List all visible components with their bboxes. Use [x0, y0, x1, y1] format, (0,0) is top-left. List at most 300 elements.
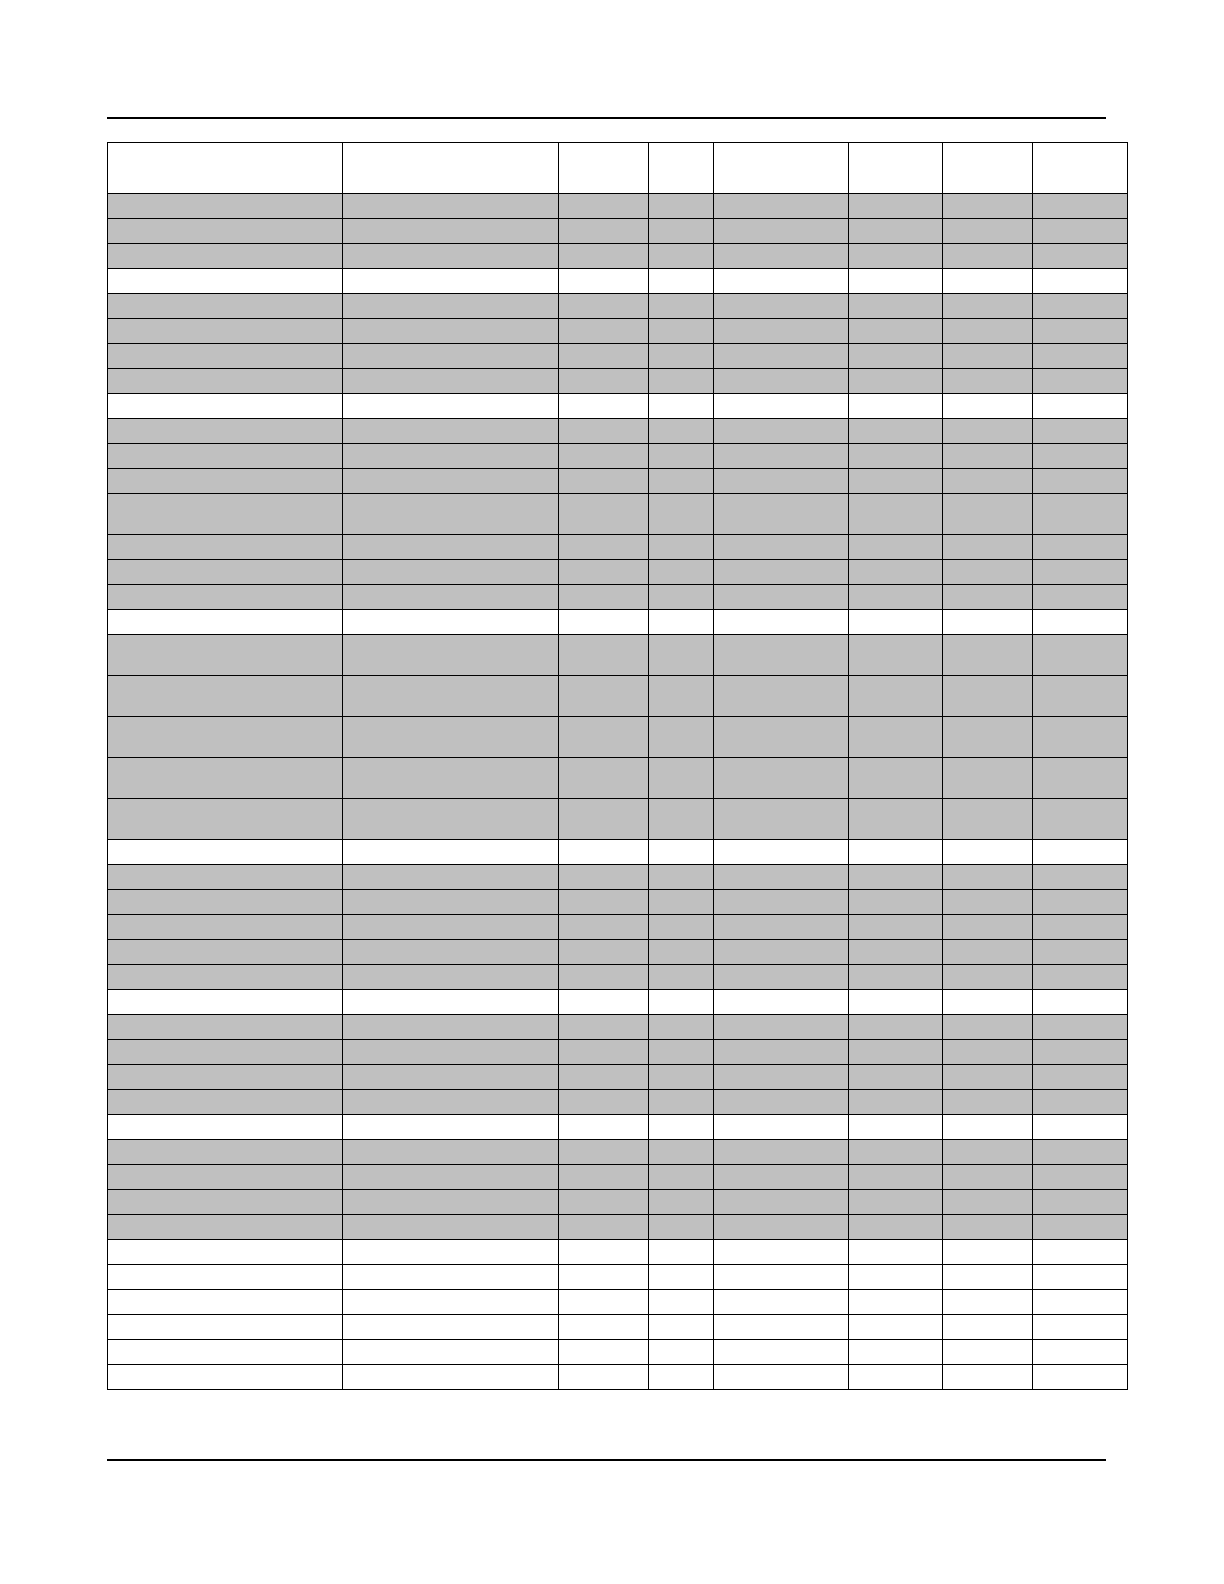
table-cell — [649, 1215, 714, 1240]
table-cell — [714, 1015, 849, 1040]
table-cell — [108, 1015, 343, 1040]
table-cell — [1033, 319, 1128, 344]
table-cell — [1033, 444, 1128, 469]
table-cell — [343, 717, 559, 758]
table-cell — [343, 319, 559, 344]
column-header — [108, 143, 343, 194]
table-cell — [714, 1315, 849, 1340]
table-cell — [343, 1340, 559, 1365]
table-cell — [649, 560, 714, 585]
table-cell — [943, 676, 1033, 717]
table-cell — [649, 394, 714, 419]
table-row — [108, 369, 1128, 394]
table-cell — [1033, 965, 1128, 990]
table-cell — [849, 244, 943, 269]
table-cell — [649, 244, 714, 269]
table-cell — [559, 865, 649, 890]
table-cell — [559, 394, 649, 419]
table-cell — [108, 419, 343, 444]
table-cell — [714, 1065, 849, 1090]
table-cell — [559, 269, 649, 294]
table-cell — [343, 394, 559, 419]
table-cell — [849, 799, 943, 840]
table-cell — [714, 344, 849, 369]
table-cell — [714, 394, 849, 419]
table-cell — [849, 676, 943, 717]
table-cell — [1033, 865, 1128, 890]
table-cell — [343, 758, 559, 799]
table-cell — [649, 494, 714, 535]
table-cell — [849, 535, 943, 560]
table-cell — [1033, 1365, 1128, 1390]
table-cell — [108, 344, 343, 369]
table-cell — [849, 965, 943, 990]
table-cell — [1033, 244, 1128, 269]
table-cell — [1033, 1140, 1128, 1165]
table-cell — [714, 676, 849, 717]
table-cell — [559, 915, 649, 940]
table-cell — [559, 1215, 649, 1240]
table-cell — [108, 369, 343, 394]
table-cell — [1033, 394, 1128, 419]
table-cell — [714, 294, 849, 319]
table-cell — [343, 890, 559, 915]
column-header — [649, 143, 714, 194]
table-cell — [343, 1140, 559, 1165]
table-cell — [649, 990, 714, 1015]
table-cell — [1033, 940, 1128, 965]
table-cell — [943, 344, 1033, 369]
table-cell — [559, 419, 649, 444]
table-cell — [1033, 717, 1128, 758]
table-row — [108, 319, 1128, 344]
table-row — [108, 1190, 1128, 1215]
table-cell — [559, 494, 649, 535]
table-cell — [714, 1215, 849, 1240]
table-cell — [343, 194, 559, 219]
table-cell — [1033, 344, 1128, 369]
table-cell — [849, 1090, 943, 1115]
table-row — [108, 1290, 1128, 1315]
table-cell — [849, 419, 943, 444]
table-cell — [943, 840, 1033, 865]
table-cell — [559, 1315, 649, 1340]
table-cell — [108, 1090, 343, 1115]
table-cell — [343, 1190, 559, 1215]
table-cell — [849, 840, 943, 865]
table-cell — [108, 294, 343, 319]
table-cell — [943, 1365, 1033, 1390]
table-cell — [343, 219, 559, 244]
table-cell — [343, 1065, 559, 1090]
table-row — [108, 219, 1128, 244]
table-cell — [649, 219, 714, 244]
table-cell — [714, 1190, 849, 1215]
table-cell — [849, 1315, 943, 1340]
table-cell — [108, 560, 343, 585]
table-cell — [649, 676, 714, 717]
table-cell — [849, 194, 943, 219]
table-cell — [1033, 294, 1128, 319]
table-cell — [343, 1265, 559, 1290]
table-cell — [108, 585, 343, 610]
table-cell — [559, 1190, 649, 1215]
table-cell — [108, 394, 343, 419]
table-cell — [108, 915, 343, 940]
table-cell — [849, 1340, 943, 1365]
table-cell — [849, 319, 943, 344]
table-cell — [714, 1240, 849, 1265]
table-cell — [849, 444, 943, 469]
table-cell — [343, 469, 559, 494]
table-row — [108, 1115, 1128, 1140]
table-cell — [849, 758, 943, 799]
table-cell — [108, 940, 343, 965]
column-header — [943, 143, 1033, 194]
table-cell — [649, 1090, 714, 1115]
table-cell — [559, 1040, 649, 1065]
table-cell — [1033, 269, 1128, 294]
table-cell — [714, 717, 849, 758]
table-cell — [343, 1165, 559, 1190]
table-cell — [649, 1015, 714, 1040]
table-cell — [649, 717, 714, 758]
table-cell — [849, 585, 943, 610]
table-row — [108, 1240, 1128, 1265]
table-cell — [559, 585, 649, 610]
table-cell — [849, 1290, 943, 1315]
table-cell — [343, 1315, 559, 1340]
table-cell — [849, 294, 943, 319]
table-cell — [559, 1165, 649, 1190]
table-cell — [649, 1165, 714, 1190]
table-cell — [849, 890, 943, 915]
table-cell — [714, 560, 849, 585]
table-cell — [1033, 840, 1128, 865]
table-cell — [649, 419, 714, 444]
table-cell — [849, 915, 943, 940]
table-cell — [1033, 1065, 1128, 1090]
table-cell — [714, 535, 849, 560]
table-row — [108, 585, 1128, 610]
table-row — [108, 494, 1128, 535]
table-cell — [649, 1040, 714, 1065]
data-table — [107, 142, 1128, 1390]
table-cell — [943, 1290, 1033, 1315]
table-cell — [559, 1090, 649, 1115]
table-cell — [849, 1115, 943, 1140]
table-cell — [1033, 676, 1128, 717]
table-cell — [108, 219, 343, 244]
table-cell — [943, 319, 1033, 344]
table-cell — [343, 1215, 559, 1240]
table-cell — [649, 1265, 714, 1290]
table-cell — [943, 1090, 1033, 1115]
table-cell — [108, 535, 343, 560]
table-cell — [849, 1190, 943, 1215]
table-row — [108, 294, 1128, 319]
table-cell — [343, 444, 559, 469]
table-cell — [649, 344, 714, 369]
table-cell — [1033, 1340, 1128, 1365]
table-cell — [849, 394, 943, 419]
table-cell — [649, 369, 714, 394]
table-cell — [108, 1065, 343, 1090]
table-cell — [943, 890, 1033, 915]
table-cell — [943, 1115, 1033, 1140]
table-cell — [649, 635, 714, 676]
table-cell — [943, 990, 1033, 1015]
table-row — [108, 1265, 1128, 1290]
table-cell — [943, 1040, 1033, 1065]
table-cell — [108, 1115, 343, 1140]
table-cell — [559, 1240, 649, 1265]
table-cell — [714, 1090, 849, 1115]
table-cell — [714, 1365, 849, 1390]
table-row — [108, 344, 1128, 369]
table-row — [108, 244, 1128, 269]
table-cell — [1033, 535, 1128, 560]
table-cell — [649, 610, 714, 635]
table-cell — [108, 319, 343, 344]
table-cell — [849, 1265, 943, 1290]
table-cell — [714, 940, 849, 965]
table-header-row — [108, 143, 1128, 194]
table-cell — [559, 1140, 649, 1165]
table-cell — [943, 965, 1033, 990]
table-cell — [943, 1065, 1033, 1090]
table-cell — [649, 194, 714, 219]
table-cell — [1033, 585, 1128, 610]
table-cell — [1033, 758, 1128, 799]
table-cell — [649, 1315, 714, 1340]
table-cell — [108, 269, 343, 294]
table-cell — [714, 799, 849, 840]
table-cell — [714, 1115, 849, 1140]
table-cell — [849, 269, 943, 294]
table-cell — [649, 269, 714, 294]
table-cell — [714, 915, 849, 940]
table-cell — [943, 469, 1033, 494]
table-cell — [1033, 1215, 1128, 1240]
table-cell — [649, 865, 714, 890]
table-cell — [343, 419, 559, 444]
table-cell — [559, 1265, 649, 1290]
table-cell — [943, 758, 1033, 799]
column-header — [343, 143, 559, 194]
table-cell — [108, 965, 343, 990]
table-row — [108, 560, 1128, 585]
table-cell — [1033, 1240, 1128, 1265]
table-cell — [714, 194, 849, 219]
table-row — [108, 1165, 1128, 1190]
table-cell — [343, 244, 559, 269]
table-cell — [943, 717, 1033, 758]
table-cell — [943, 610, 1033, 635]
table-cell — [1033, 1265, 1128, 1290]
table-cell — [343, 990, 559, 1015]
table-cell — [559, 1065, 649, 1090]
table-cell — [649, 535, 714, 560]
table-cell — [108, 990, 343, 1015]
table-cell — [108, 194, 343, 219]
table-cell — [849, 1140, 943, 1165]
table-row — [108, 799, 1128, 840]
table-cell — [849, 369, 943, 394]
table-cell — [849, 1015, 943, 1040]
table-cell — [714, 319, 849, 344]
table-row — [108, 940, 1128, 965]
table-cell — [108, 840, 343, 865]
table-row — [108, 717, 1128, 758]
table-cell — [1033, 635, 1128, 676]
table-row — [108, 444, 1128, 469]
table-cell — [559, 344, 649, 369]
table-cell — [649, 890, 714, 915]
table-cell — [559, 294, 649, 319]
table-body — [108, 194, 1128, 1390]
table-row — [108, 535, 1128, 560]
table-cell — [714, 1265, 849, 1290]
table-cell — [943, 1265, 1033, 1290]
table-cell — [1033, 494, 1128, 535]
table-cell — [714, 469, 849, 494]
table-cell — [108, 1365, 343, 1390]
table-cell — [1033, 419, 1128, 444]
table-cell — [649, 1065, 714, 1090]
table-cell — [943, 915, 1033, 940]
table-cell — [943, 494, 1033, 535]
table-cell — [559, 535, 649, 560]
table-cell — [108, 1265, 343, 1290]
table-row — [108, 1340, 1128, 1365]
table-cell — [108, 1165, 343, 1190]
table-cell — [343, 635, 559, 676]
table-cell — [1033, 194, 1128, 219]
column-header — [1033, 143, 1128, 194]
table-row — [108, 865, 1128, 890]
table-row — [108, 1365, 1128, 1390]
table-cell — [943, 219, 1033, 244]
table-row — [108, 758, 1128, 799]
table-cell — [559, 676, 649, 717]
table-cell — [559, 194, 649, 219]
table-cell — [849, 940, 943, 965]
table-cell — [943, 560, 1033, 585]
table-cell — [943, 940, 1033, 965]
table-cell — [343, 369, 559, 394]
table-row — [108, 635, 1128, 676]
table-cell — [714, 494, 849, 535]
table-row — [108, 610, 1128, 635]
table-cell — [559, 890, 649, 915]
table-cell — [714, 865, 849, 890]
table-cell — [849, 1215, 943, 1240]
table-cell — [559, 799, 649, 840]
table-cell — [649, 1240, 714, 1265]
table-row — [108, 1065, 1128, 1090]
table-cell — [649, 965, 714, 990]
table-cell — [714, 610, 849, 635]
table-cell — [649, 1340, 714, 1365]
table-cell — [943, 1215, 1033, 1240]
table-cell — [714, 1140, 849, 1165]
table-cell — [714, 219, 849, 244]
table-cell — [559, 717, 649, 758]
table-cell — [1033, 219, 1128, 244]
table-cell — [343, 344, 559, 369]
table-row — [108, 1140, 1128, 1165]
table-cell — [849, 635, 943, 676]
column-header — [714, 143, 849, 194]
table-cell — [343, 940, 559, 965]
table-cell — [108, 890, 343, 915]
table-cell — [1033, 1115, 1128, 1140]
table-row — [108, 1015, 1128, 1040]
table-cell — [943, 535, 1033, 560]
table-cell — [343, 610, 559, 635]
table-cell — [943, 1340, 1033, 1365]
table-cell — [108, 1340, 343, 1365]
table-cell — [943, 1240, 1033, 1265]
table-cell — [559, 635, 649, 676]
table-cell — [343, 915, 559, 940]
table-cell — [559, 1365, 649, 1390]
table-cell — [714, 419, 849, 444]
header-rule — [107, 117, 1106, 119]
table-cell — [649, 1140, 714, 1165]
table-cell — [343, 965, 559, 990]
table-cell — [943, 369, 1033, 394]
table-cell — [649, 469, 714, 494]
table-cell — [849, 494, 943, 535]
table-cell — [943, 1140, 1033, 1165]
table-cell — [108, 1315, 343, 1340]
table-cell — [559, 319, 649, 344]
table-row — [108, 1315, 1128, 1340]
table-row — [108, 1090, 1128, 1115]
table-cell — [559, 1015, 649, 1040]
table-cell — [108, 635, 343, 676]
table-cell — [849, 1065, 943, 1090]
table-cell — [108, 494, 343, 535]
table-cell — [108, 1040, 343, 1065]
table-cell — [714, 758, 849, 799]
table-cell — [108, 1240, 343, 1265]
table-cell — [1033, 1090, 1128, 1115]
table-cell — [943, 244, 1033, 269]
table-cell — [108, 1215, 343, 1240]
table-cell — [943, 585, 1033, 610]
table-cell — [559, 469, 649, 494]
table-row — [108, 419, 1128, 444]
table-row — [108, 194, 1128, 219]
footer-rule — [107, 1459, 1106, 1461]
table-cell — [649, 319, 714, 344]
table-cell — [649, 444, 714, 469]
table-cell — [714, 890, 849, 915]
table-cell — [943, 635, 1033, 676]
table-cell — [343, 676, 559, 717]
table-cell — [649, 758, 714, 799]
table-row — [108, 990, 1128, 1015]
table-cell — [1033, 1015, 1128, 1040]
table-cell — [714, 965, 849, 990]
table-cell — [559, 758, 649, 799]
table-row — [108, 1040, 1128, 1065]
table-cell — [559, 1290, 649, 1315]
table-row — [108, 965, 1128, 990]
